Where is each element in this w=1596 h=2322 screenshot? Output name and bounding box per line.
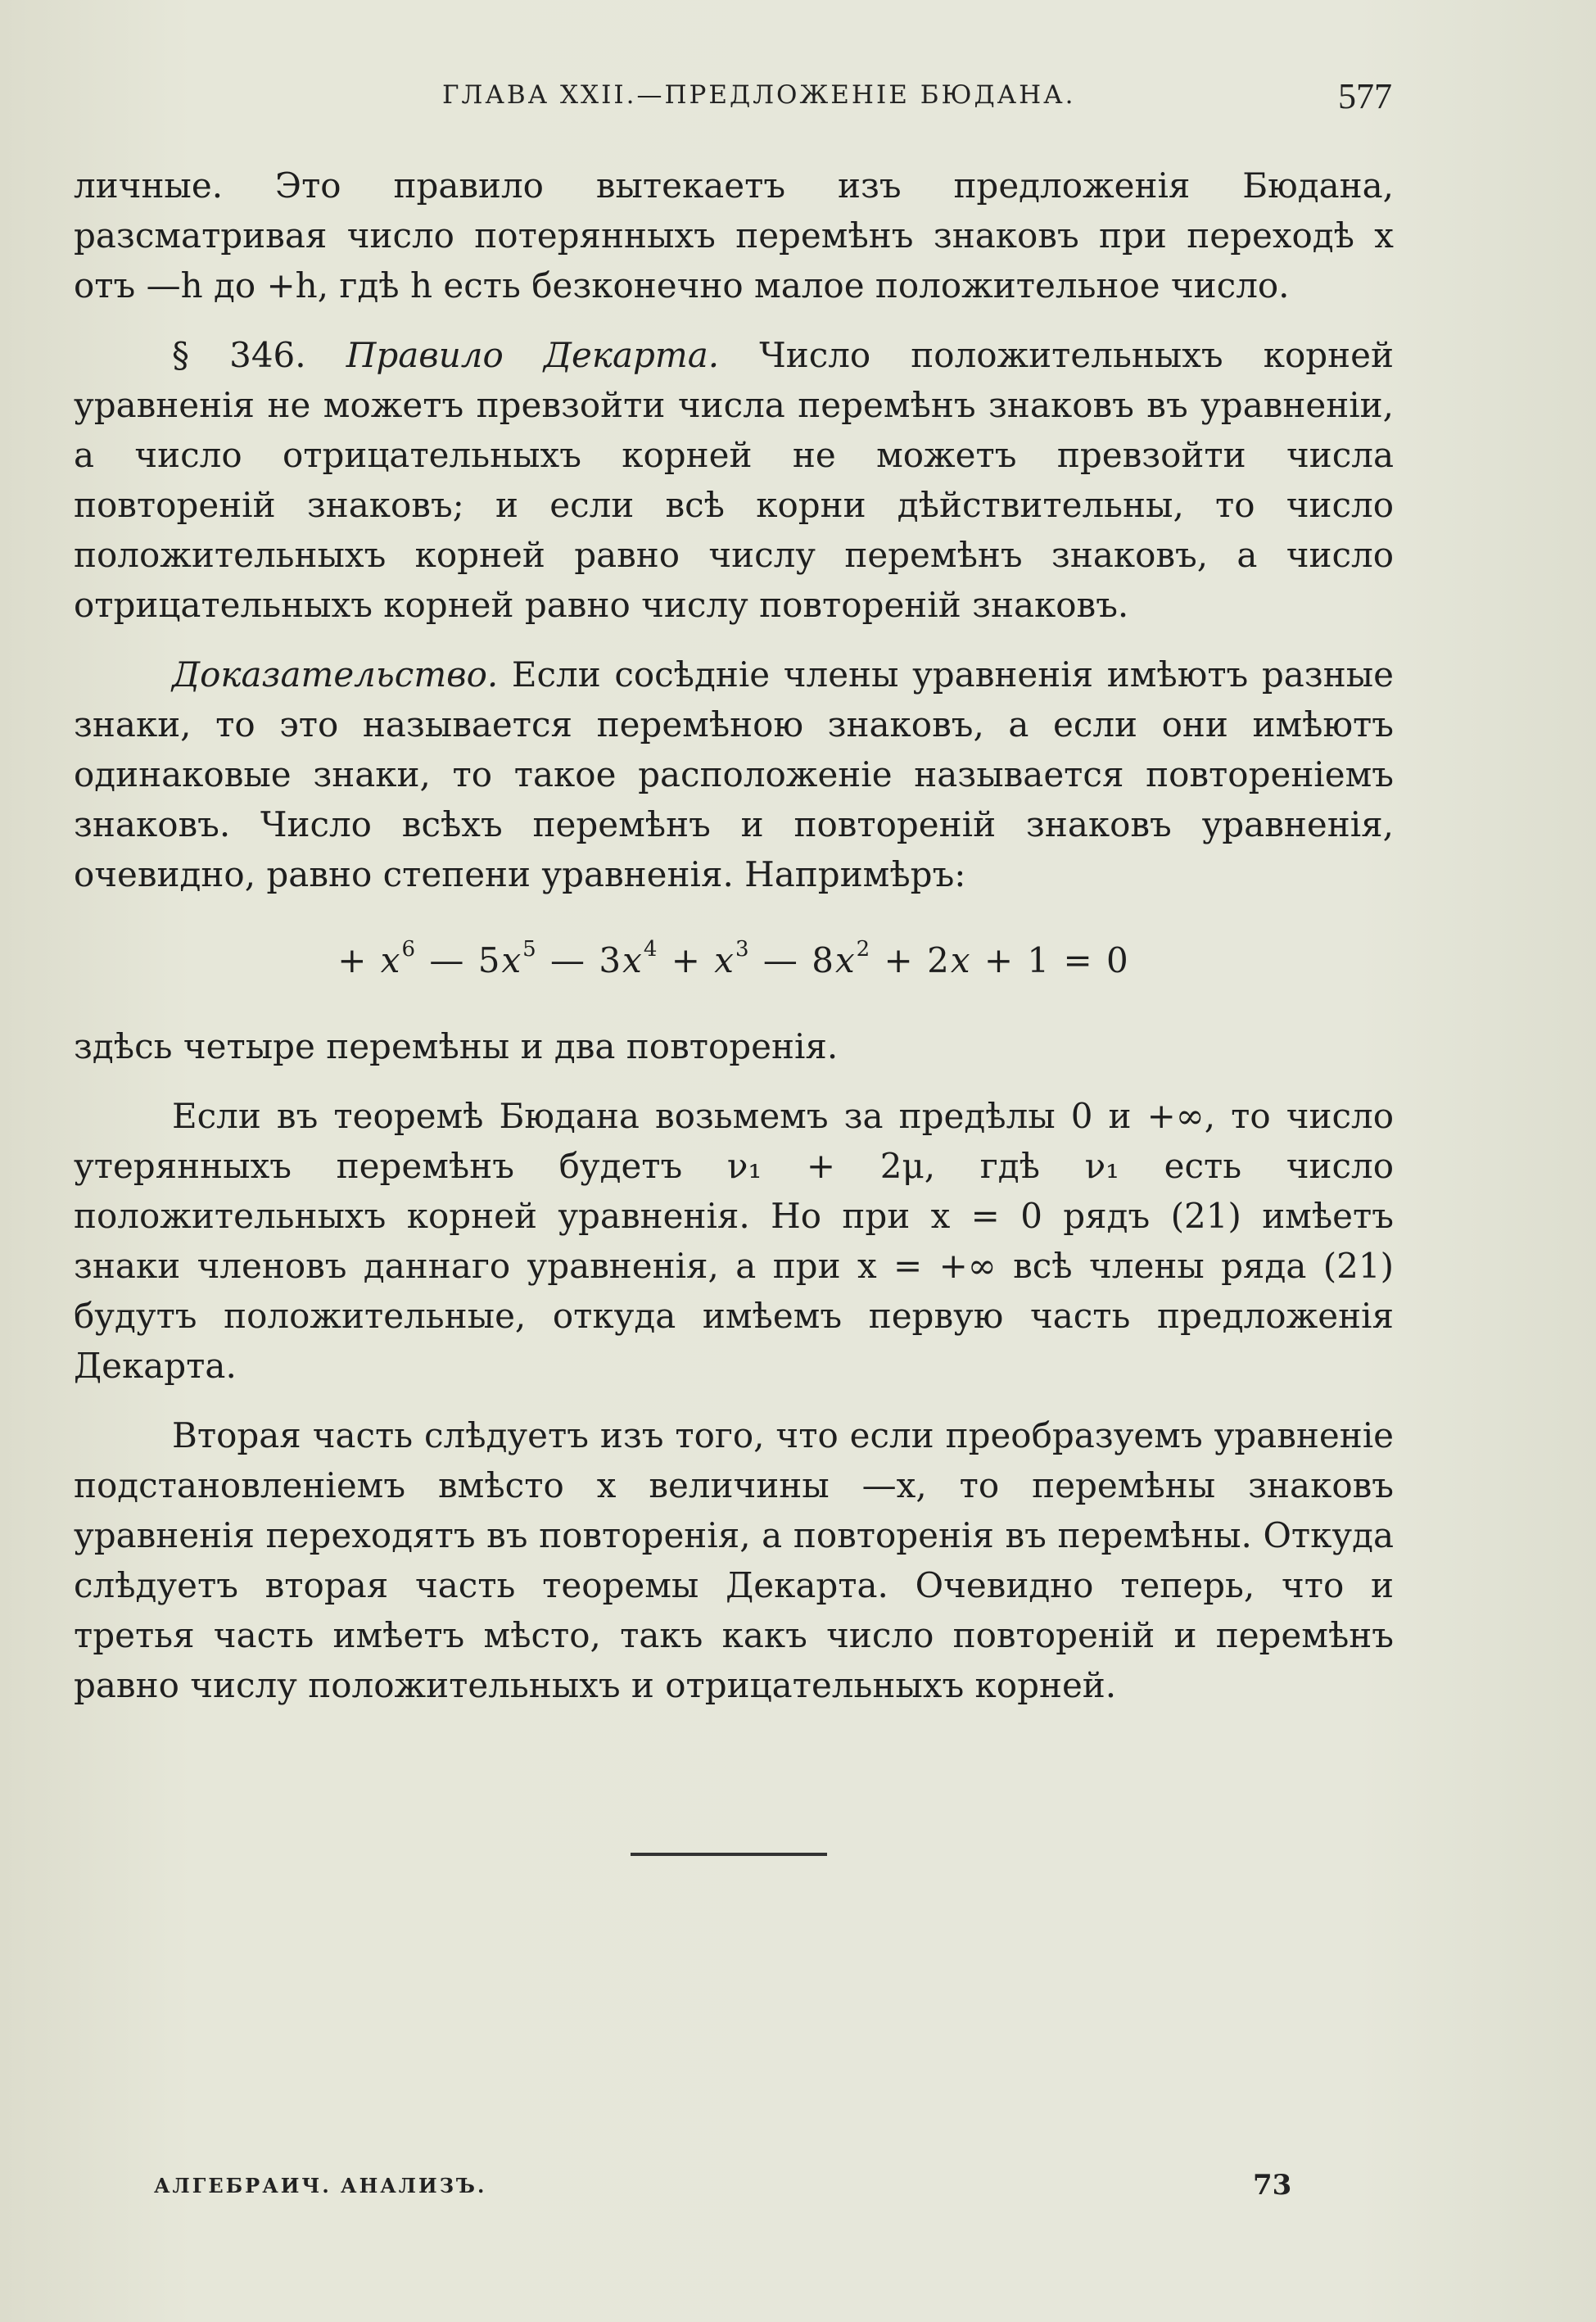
equation-term [537, 937, 659, 980]
term-exponent: 2 [856, 937, 872, 962]
term-sign: — [417, 940, 478, 980]
section-title: Правило Декарта. [346, 335, 720, 375]
term-variable: x [622, 940, 644, 980]
paragraph-continuation: личные. Это правило вытекаетъ изъ предложенія Бюдана, разсматривая число потерянныхъ перемѣнъ знаковъ при переходѣ x отъ —h до +h, гдѣ h есть безконечно малое положительное число. [74, 165, 1394, 306]
paragraph-second-part: Вторая часть слѣдуетъ изъ того, что если преобразуемъ уравненіе подстановленіемъ вмѣсто x величины —x, то перемѣны знаковъ уравненія переходятъ въ повторенія, а повторенія въ перемѣны. Откуда слѣдуетъ вторая часть теоремы Декарта. Очевидно теперь, что и третья часть имѣетъ мѣсто, такъ какъ число повтореній и перемѣнъ равно числу положительныхъ и отрицательныхъ корней. [74, 1415, 1394, 1705]
running-head: ГЛАВА XXII.—ПРЕДЛОЖЕНIЕ БЮДАНА. [442, 80, 1076, 110]
term-exponent: 5 [522, 937, 538, 962]
equation-term [972, 940, 1051, 980]
equation-term [658, 937, 751, 980]
equation-term [871, 940, 971, 980]
term-sign: + [337, 940, 381, 980]
term-coefficient: 5 [477, 940, 502, 980]
equation-term [417, 937, 538, 980]
footer-sheet-number: 73 [1253, 2169, 1292, 2202]
example-equation [74, 935, 1394, 985]
term-sign: — [750, 940, 812, 980]
body-text [74, 161, 1394, 1710]
paragraph-first-part: Если въ теоремѣ Бюдана возьмемъ за предѣлы 0 и +∞, то число утерянныхъ перемѣнъ будетъ ν₁ + 2μ, гдѣ ν₁ есть число положительныхъ корней уравненія. Но при x = 0 рядъ (21) имѣетъ знаки членовъ даннаго уравненія, а при x = +∞ всѣ члены ряда (21) будутъ положительные, откуда имѣемъ первую часть предложенія Декарта. [74, 1096, 1394, 1386]
term-sign: — [537, 940, 599, 980]
term-sign: + [971, 940, 1028, 980]
term-variable: x [950, 940, 972, 980]
term-exponent: 6 [401, 937, 418, 962]
end-rule-divider [631, 1853, 827, 1856]
paragraph-proof [74, 650, 1394, 899]
page-header [442, 76, 1392, 129]
term-variable: x [501, 940, 523, 980]
term-variable: x [834, 940, 857, 980]
rule-statement: Число положительныхъ корней уравненія не можетъ превзойти числа перемѣнъ знаковъ въ уравненіи, а число отрицательныхъ корней не можетъ превзойти числа повтореній знаковъ; и если всѣ корни дѣйствительны, то число положительныхъ корней равно числу перемѣнъ знаковъ, а число отрицательныхъ корней равно числу повтореній знаковъ. [74, 335, 1394, 625]
term-variable: x [714, 940, 735, 980]
term-coefficient: 1 [1027, 940, 1051, 980]
paragraph-example-note: здѣсь четыре перемѣны и два повторенія. [74, 1026, 839, 1066]
term-exponent: 4 [643, 937, 659, 962]
term-coefficient: 3 [599, 940, 623, 980]
proof-title: Доказательство. [172, 654, 499, 695]
footer-signature: АЛГЕБРАИЧ. АНАЛИЗЪ. [154, 2174, 487, 2198]
equation-rhs: = 0 [1051, 940, 1130, 980]
section-number: § 346. [172, 335, 306, 375]
term-coefficient: 2 [927, 940, 951, 980]
equation-term [750, 937, 872, 980]
term-coefficient: 8 [812, 940, 835, 980]
page-number: 577 [1338, 76, 1392, 116]
term-sign: + [658, 940, 715, 980]
term-variable: x [380, 940, 402, 980]
equation-term [337, 937, 418, 980]
paragraph-descartes-rule [74, 330, 1394, 630]
proof-text: Если сосѣдніе члены уравненія имѣютъ разные знаки, то это называется перемѣною знаковъ, а если они имѣютъ одинаковые знаки, то такое расположеніе называется повтореніемъ знаковъ. Число всѣхъ перемѣнъ и повтореній знаковъ уравненія, очевидно, равно степени уравненія. Напримѣръ: [74, 654, 1394, 894]
term-exponent: 3 [735, 937, 751, 962]
term-sign: + [871, 940, 928, 980]
